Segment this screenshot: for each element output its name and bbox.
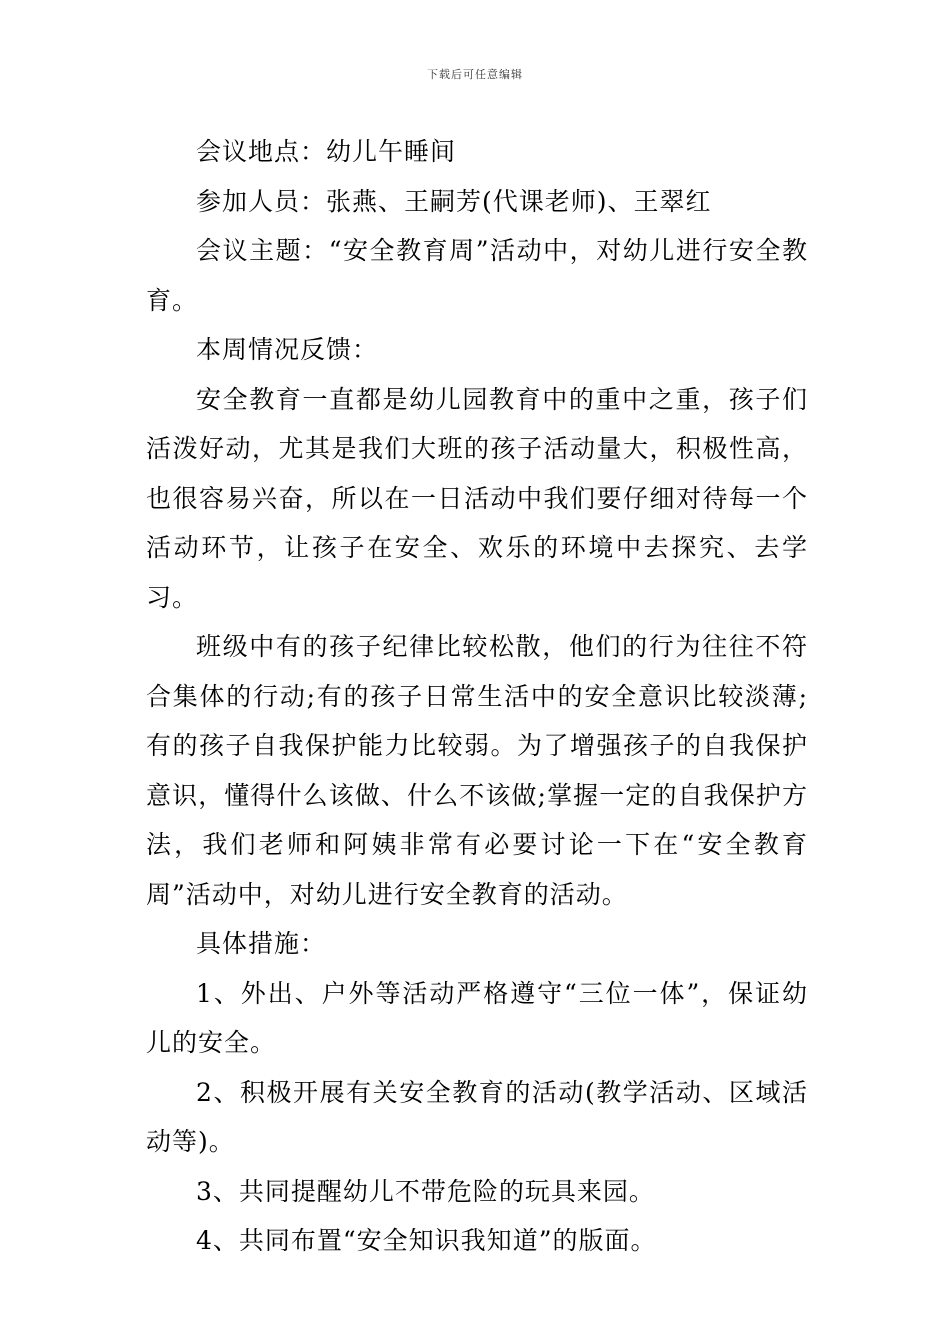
measure-item-2: 2、积极开展有关安全教育的活动(教学活动、区域活动等)。	[146, 1077, 808, 1156]
measure-item-3: 3、共同提醒幼儿不带危险的玩具来园。	[196, 1176, 655, 1206]
feedback-heading: 本周情况反馈：	[196, 335, 379, 364]
measure-item-4: 4、共同布置“安全知识我知道”的版面。	[196, 1226, 657, 1255]
header-note: 下载后可任意编辑	[427, 68, 523, 81]
feedback-paragraph-2: 班级中有的孩子纪律比较松散，他们的行为往往不符合集体的行动;有的孩子日常生活中的安全意识比较淡薄;有的孩子自我保护能力比较弱。为了增强孩子的自我保护意识，懂得什么该做、什么不该做;掌握一定的自我保护方法，我们老师和阿姨非常有必要讨论一下在“安全教育周”活动中，对幼儿进行安全教育的活动。	[146, 632, 808, 909]
document-body	[146, 127, 808, 1266]
measures-heading: 具体措施：	[196, 929, 327, 958]
measure-item-1: 1、外出、户外等活动严格遵守“三位一体”，保证幼儿的安全。	[146, 978, 808, 1057]
feedback-paragraph-1: 安全教育一直都是幼儿园教育中的重中之重，孩子们活泼好动，尤其是我们大班的孩子活动量大，积极性高，也很容易兴奋，所以在一日活动中我们要仔细对待每一个活动环节，让孩子在安全、欢乐的环境中去探究、去学习。	[146, 384, 808, 612]
meeting-location: 会议地点：幼儿午睡间	[196, 137, 457, 166]
meeting-attendees: 参加人员：张燕、王嗣芳(代课老师)、王翠红	[196, 186, 712, 216]
meeting-topic: 会议主题：“安全教育周”活动中，对幼儿进行安全教育。	[146, 236, 808, 315]
